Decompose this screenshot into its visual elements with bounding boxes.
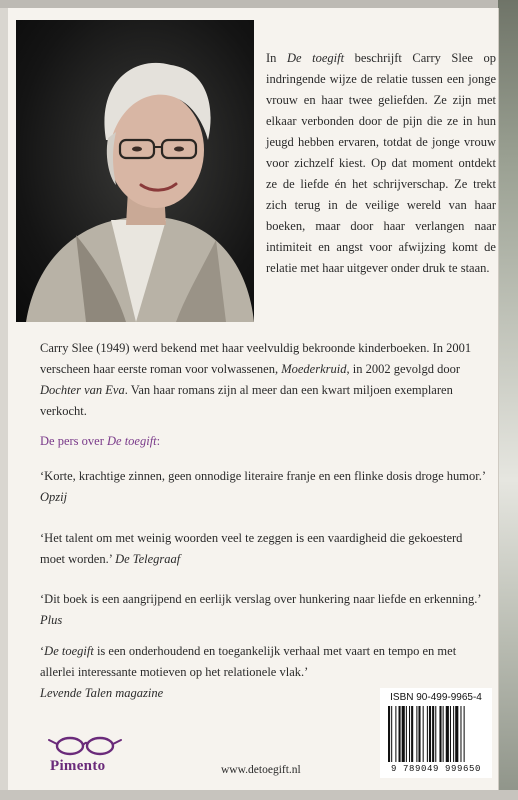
intro-paragraph [266,48,496,279]
press-quote-1 [40,466,490,508]
press-heading-title: De toegift [107,434,157,448]
quote-open-mark: ‘ [40,644,45,658]
barcode-digits: 9 789049 999650 [390,764,481,774]
pimento-glasses-icon [44,734,134,760]
intro-book-title: De toegift [286,51,345,65]
isbn-label: ISBN 90-499-9965-4 [390,692,482,703]
press-heading [40,431,490,452]
quote-source: Levende Talen magazine [40,686,164,700]
bottom-edge [0,790,518,800]
bio-text-2: , in 2002 gevolgd door [346,362,461,376]
quote-source: De Telegraaf [115,552,181,566]
quote-text: ‘Het talent om met weinig woorden veel te zeggen is een vaardigheid die gekoesterd moet worden.’ [40,531,463,566]
bio-book-moederkruid: Moederkruid [281,362,347,376]
author-bio [40,338,490,422]
quote-text: ‘Korte, krachtige zinnen, geen onnodige literaire franje en een flinke dosis droge humor.’ [40,469,486,483]
website-url: www.detoegift.nl [221,764,301,776]
quote-source: Plus [40,613,63,627]
quote-text: is een onderhoudend en toegankelijk verhaal met vaart en tempo en met allerlei interessante motieven op het relationele vlak.’ [40,644,457,679]
book-back-cover [8,8,498,790]
bio-book-dochter-van-eva: Dochter van Eva [40,383,125,397]
quote-book-title: De toegift [44,644,94,658]
intro-text-1: In [266,51,287,65]
quote-source: Opzij [40,490,68,504]
barcode-bars [386,706,486,762]
barcode [380,688,492,778]
author-photo [16,20,254,322]
quote-text: ‘Dit boek is een aangrijpend en eerlijk verslag over hunkering naar liefde en erkenning.’ [40,592,481,606]
publisher-name: Pimento [50,758,106,774]
press-heading-text: De pers over [40,434,107,448]
background-photo-edge [498,0,518,800]
bio-text-3: . Van haar romans zijn al meer dan een kwart miljoen exemplaren verkocht. [40,383,453,418]
press-heading-colon: : [156,434,161,448]
top-edge [0,0,518,8]
intro-text-2: beschrijft Carry Slee op indringende wijze de relatie tussen een jonge vrouw en haar twee geliefden. Ze zijn met elkaar verbonden door de pijn die ze in hun jeugd hebben ervaren, totdat de jonge vrouw voor zichzelf kiest. Op dat moment ontdekt ze de liefde én het schrijverschap. Ze trekt zich terug in de veilige wereld van haar boeken, maar door haar verlangen naar intimiteit en angst voor afwijzing komt de relatie met haar uitgever onder druk te staan. [266,51,496,275]
author-portrait-image [16,20,254,322]
press-quote-3 [40,589,490,631]
bio-text-1: Carry Slee (1949) werd bekend met haar veelvuldig bekroonde kinderboeken. In 2001 verscheen haar eerste roman voor volwassenen, [40,341,472,376]
press-quote-2 [40,528,490,570]
